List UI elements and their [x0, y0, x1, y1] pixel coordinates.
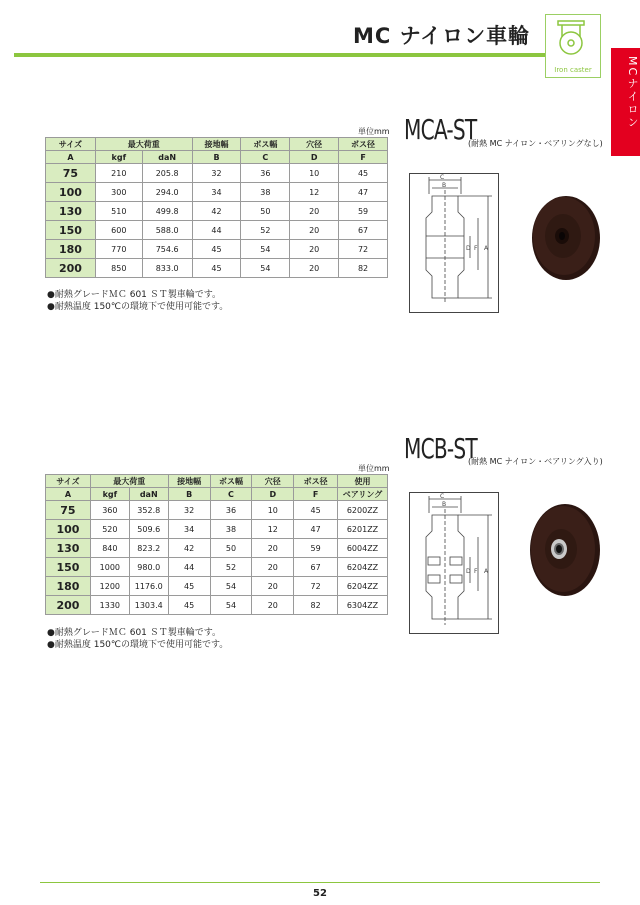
cell-d: 20 [252, 577, 294, 596]
cell-c: 36 [210, 501, 252, 520]
cell-b: 34 [168, 520, 210, 539]
caster-icon [552, 19, 592, 61]
cell-b: 32 [168, 501, 210, 520]
cell-d: 20 [290, 221, 339, 240]
side-tab-label: MCナイロン [626, 56, 639, 130]
cell-d: 20 [290, 202, 339, 221]
cell-kgf: 210 [95, 164, 142, 183]
cell-c: 54 [241, 259, 290, 278]
cell-b: 45 [192, 240, 241, 259]
model-name: MCA-ST [404, 113, 477, 146]
cell-dan: 588.0 [142, 221, 192, 240]
cell-b: 42 [168, 539, 210, 558]
cell-size: 200 [46, 259, 96, 278]
col-size: サイズ [46, 138, 96, 151]
page-title: MC ナイロン車輪 [353, 24, 531, 48]
cell-b: 32 [192, 164, 241, 183]
cell-c: 54 [210, 596, 252, 615]
dim-d: D [466, 245, 471, 252]
cell-b: 45 [192, 259, 241, 278]
col-hole-diameter: 穴径 [252, 475, 294, 488]
col-max-load: 最大荷重 [95, 138, 192, 151]
cell-c: 52 [210, 558, 252, 577]
cell-dan: 833.0 [142, 259, 192, 278]
cell-size: 75 [46, 164, 96, 183]
col-size: サイズ [46, 475, 91, 488]
cell-dan: 754.6 [142, 240, 192, 259]
table-row [46, 221, 388, 240]
col-boss-width: ボス幅 [210, 475, 252, 488]
cell-d: 12 [252, 520, 294, 539]
cell-c: 50 [241, 202, 290, 221]
cell-kgf: 300 [95, 183, 142, 202]
dim-f: F [474, 568, 478, 575]
cell-size: 100 [46, 520, 91, 539]
cell-kgf: 840 [90, 539, 129, 558]
cell-kgf: 850 [95, 259, 142, 278]
cell-b: 34 [192, 183, 241, 202]
table-row [46, 520, 388, 539]
col-bearing-sub: ベアリング [338, 488, 388, 501]
cell-bearing: 6204ZZ [338, 577, 388, 596]
cell-dan: 352.8 [129, 501, 168, 520]
cell-size: 180 [46, 240, 96, 259]
dim-c: C [440, 493, 445, 500]
cell-b: 42 [192, 202, 241, 221]
cell-d: 20 [252, 539, 294, 558]
col-kgf: kgf [95, 151, 142, 164]
cell-kgf: 1200 [90, 577, 129, 596]
dim-d: D [466, 568, 471, 575]
unit-label: 単位mm [358, 464, 390, 473]
dim-c: C [440, 174, 445, 181]
cell-dan: 499.8 [142, 202, 192, 221]
table-row [46, 539, 388, 558]
col-size-sub: A [46, 151, 96, 164]
cell-dan: 205.8 [142, 164, 192, 183]
col-size-sub: A [46, 488, 91, 501]
note-list [47, 289, 228, 313]
cell-d: 20 [290, 259, 339, 278]
cell-kgf: 770 [95, 240, 142, 259]
note-list [47, 627, 228, 651]
cell-size: 180 [46, 577, 91, 596]
dim-a: A [484, 245, 489, 252]
col-hole-diameter: 穴径 [290, 138, 339, 151]
unit-label: 単位mm [358, 127, 390, 136]
cell-f: 59 [339, 202, 388, 221]
col-kgf: kgf [90, 488, 129, 501]
cell-kgf: 1330 [90, 596, 129, 615]
table-row [46, 164, 388, 183]
col-bearing: 使用 [338, 475, 388, 488]
cell-f: 67 [339, 221, 388, 240]
table-row [46, 596, 388, 615]
cell-f: 72 [294, 577, 338, 596]
dim-b: B [442, 182, 447, 189]
col-d: D [252, 488, 294, 501]
cell-d: 20 [252, 558, 294, 577]
wheel-section-diagram [410, 174, 498, 312]
cell-f: 82 [339, 259, 388, 278]
cell-f: 67 [294, 558, 338, 577]
cell-size: 150 [46, 221, 96, 240]
cell-b: 45 [168, 596, 210, 615]
category-side-tab[interactable] [611, 48, 640, 156]
col-tread-width: 接地幅 [192, 138, 241, 151]
logo-text: Iron caster [554, 66, 592, 74]
col-boss-width: ボス幅 [241, 138, 290, 151]
dim-b: B [442, 501, 447, 508]
cell-dan: 294.0 [142, 183, 192, 202]
cell-size: 130 [46, 539, 91, 558]
cell-d: 20 [252, 596, 294, 615]
spec-table [45, 474, 388, 615]
col-d: D [290, 151, 339, 164]
note-item: ●耐熱温度 150℃の環境下で使用可能です。 [47, 640, 229, 650]
spec-table [45, 137, 388, 278]
cell-c: 38 [241, 183, 290, 202]
cell-b: 44 [192, 221, 241, 240]
cell-kgf: 1000 [90, 558, 129, 577]
dimension-drawing [409, 173, 499, 313]
cell-size: 100 [46, 183, 96, 202]
cell-c: 52 [241, 221, 290, 240]
cell-dan: 1176.0 [129, 577, 168, 596]
table-row [46, 183, 388, 202]
cell-kgf: 360 [90, 501, 129, 520]
page-number: 52 [313, 888, 327, 899]
cell-dan: 509.6 [129, 520, 168, 539]
col-f: F [339, 151, 388, 164]
cell-c: 36 [241, 164, 290, 183]
table-row [46, 577, 388, 596]
col-max-load: 最大荷重 [90, 475, 168, 488]
cell-c: 38 [210, 520, 252, 539]
model-subtitle: (耐熱 MC ナイロン・ベアリングなし) [468, 139, 603, 148]
cell-size: 200 [46, 596, 91, 615]
cell-f: 47 [339, 183, 388, 202]
cell-d: 10 [290, 164, 339, 183]
dimension-drawing [409, 492, 499, 634]
cell-f: 45 [294, 501, 338, 520]
iron-caster-logo [545, 14, 601, 78]
dim-a: A [484, 568, 489, 575]
dim-f: F [474, 245, 478, 252]
cell-f: 45 [339, 164, 388, 183]
col-f: F [294, 488, 338, 501]
cell-size: 150 [46, 558, 91, 577]
cell-c: 50 [210, 539, 252, 558]
cell-kgf: 520 [90, 520, 129, 539]
cell-f: 82 [294, 596, 338, 615]
model-name: MCB-ST [404, 432, 477, 465]
cell-size: 75 [46, 501, 91, 520]
cell-size: 130 [46, 202, 96, 221]
cell-dan: 1303.4 [129, 596, 168, 615]
cell-b: 44 [168, 558, 210, 577]
cell-bearing: 6304ZZ [338, 596, 388, 615]
col-b: B [168, 488, 210, 501]
col-tread-width: 接地幅 [168, 475, 210, 488]
cell-bearing: 6200ZZ [338, 501, 388, 520]
table-row [46, 558, 388, 577]
cell-bearing: 6004ZZ [338, 539, 388, 558]
cell-d: 20 [290, 240, 339, 259]
model-subtitle: (耐熱 MC ナイロン・ベアリング入り) [468, 457, 603, 466]
wheel-photo [526, 190, 602, 282]
cell-f: 59 [294, 539, 338, 558]
cell-f: 72 [339, 240, 388, 259]
col-c: C [210, 488, 252, 501]
note-item: ●耐熱グレードＭＣ 601 ＳＴ製車輪です。 [47, 290, 222, 300]
cell-c: 54 [210, 577, 252, 596]
col-c: C [241, 151, 290, 164]
cell-bearing: 6201ZZ [338, 520, 388, 539]
cell-kgf: 510 [95, 202, 142, 221]
table-row [46, 501, 388, 520]
col-b: B [192, 151, 241, 164]
table-row [46, 240, 388, 259]
cell-kgf: 600 [95, 221, 142, 240]
cell-c: 54 [241, 240, 290, 259]
wheel-section-diagram [410, 493, 498, 633]
table-row [46, 259, 388, 278]
col-boss-diameter: ボス径 [339, 138, 388, 151]
cell-d: 10 [252, 501, 294, 520]
header-rule [14, 53, 546, 57]
cell-f: 47 [294, 520, 338, 539]
cell-dan: 823.2 [129, 539, 168, 558]
col-dan: daN [129, 488, 168, 501]
footer-rule [40, 882, 600, 883]
wheel-photo [524, 500, 602, 600]
cell-dan: 980.0 [129, 558, 168, 577]
note-item: ●耐熱温度 150℃の環境下で使用可能です。 [47, 302, 229, 312]
cell-d: 12 [290, 183, 339, 202]
note-item: ●耐熱グレードＭＣ 601 ＳＴ製車輪です。 [47, 628, 222, 638]
col-boss-diameter: ボス径 [294, 475, 338, 488]
cell-b: 45 [168, 577, 210, 596]
cell-bearing: 6204ZZ [338, 558, 388, 577]
table-row [46, 202, 388, 221]
col-dan: daN [142, 151, 192, 164]
